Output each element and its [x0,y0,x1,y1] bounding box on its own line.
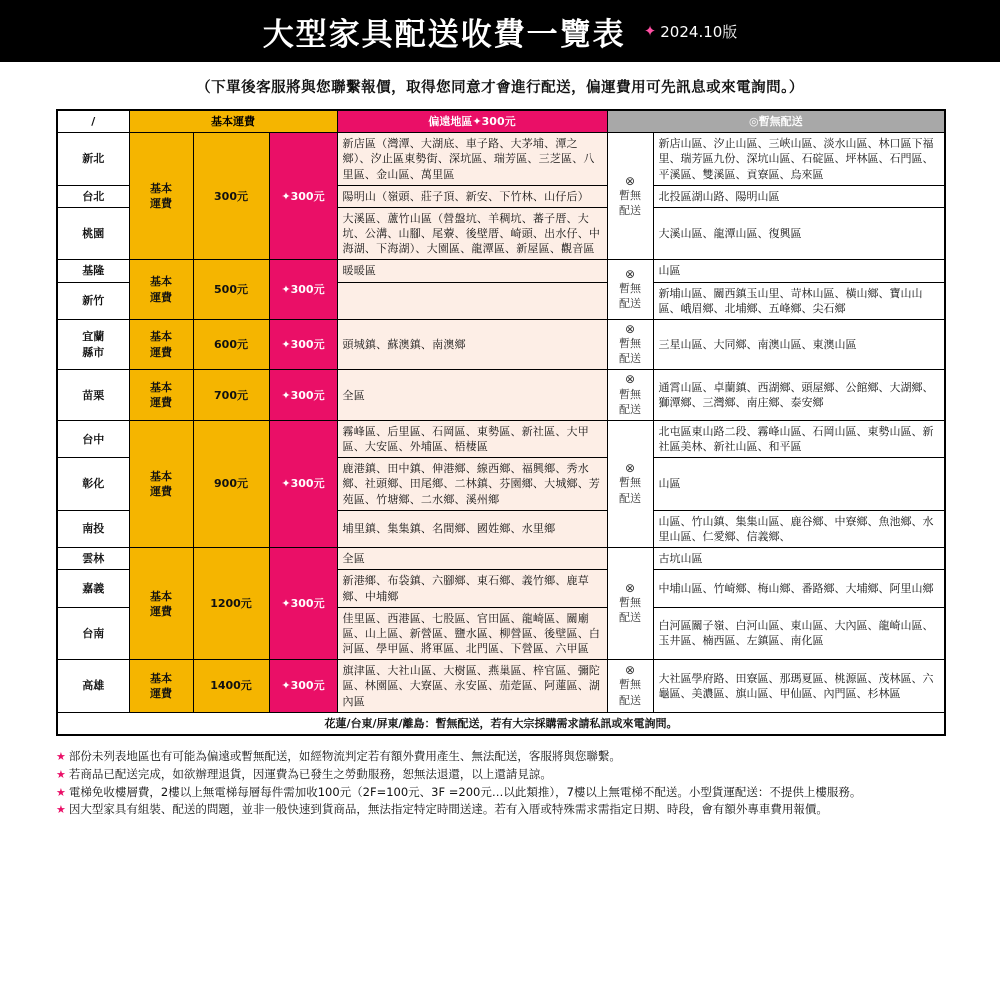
footnotes [0,736,1000,819]
basic-fee-label: 基本 運費 [129,133,193,260]
basic-fee-label: 基本 運費 [129,548,193,660]
table-row [57,260,945,282]
fee-amount: 1400元 [193,660,269,713]
remote-surcharge: ✦300元 [269,370,337,421]
remote-area-cell: 鹿港鎮、田中鎮、伸港鄉、線西鄉、福興鄉、秀水鄉、社頭鄉、田尾鄉、二林鎮、芬園鄉、大城鄉、芳苑區、竹塘鄉、二水鄉、溪州鄉 [337,458,607,511]
no-delivery-cell: 山區 [653,260,945,282]
no-delivery-mark: ⊗ 暫無 配送 [607,133,653,260]
no-delivery-mark: ⊗ 暫無 配送 [607,660,653,713]
remote-area-cell: 旗津區、大社山區、大樹區、燕巢區、梓官區、彌陀區、林園區、大寮區、永安區、茄萣區、阿蓮區、湖內區 [337,660,607,713]
version-badge [644,21,738,42]
no-delivery-cell: 中埔山區、竹崎鄉、梅山鄉、番路鄉、大埔鄉、阿里山鄉 [653,570,945,607]
remote-area-cell: 陽明山（嶺頭、莊子頂、新安、下竹林、山仔后） [337,185,607,207]
no-delivery-cell: 北屯區東山路二段、霧峰山區、石岡山區、東勢山區、新社區美林、新社山區、和平區 [653,420,945,457]
fee-amount: 900元 [193,420,269,547]
table-bottom-note: 花蓮/台東/屏東/離島：暫無配送，若有大宗採購需求請私訊或來電詢問。 [57,712,945,735]
no-delivery-cell: 新埔山區、關西鎮玉山里、苛林山區、橫山鄉、寶山山區、峨眉鄉、北埔鄉、五峰鄉、尖石鄉 [653,282,945,319]
basic-fee-label: 基本 運費 [129,260,193,320]
header-region: / [57,110,129,133]
table-row [57,420,945,457]
table-bottom-note-row [57,712,945,735]
remote-surcharge: ✦300元 [269,660,337,713]
no-delivery-cell: 通霄山區、卓蘭鎮、西湖鄉、頭屋鄉、公館鄉、大湖鄉、獅潭鄉、三灣鄉、南庄鄉、泰安鄉 [653,370,945,421]
no-delivery-mark: ⊗ 暫無 配送 [607,548,653,660]
remote-area-cell: 全區 [337,548,607,570]
footnote-text: 電梯免收樓層費，2樓以上無電梯每層每件需加收100元（2F=100元、3F =200元…以此類推），7樓以上無電梯不配送。小型貨運配送：不提供上樓服務。 [68,784,862,799]
footnote-text: 部份未列表地區也有可能為偏遠或暫無配送，如經物流判定若有額外費用產生、無法配送，客服將與您聯繫。 [68,748,621,763]
table-row [57,133,945,186]
remote-area-cell: 埔里鎮、集集鎮、名間鄉、國姓鄉、水里鄉 [337,510,607,547]
region-cell: 基隆 [57,260,129,282]
fee-amount: 300元 [193,133,269,260]
header-remote: 偏遠地區✦300元 [337,110,607,133]
no-delivery-cell: 山區 [653,458,945,511]
remote-area-cell [337,282,607,319]
region-cell: 南投 [57,510,129,547]
region-cell: 台中 [57,420,129,457]
remote-surcharge: ✦300元 [269,133,337,260]
table-row [57,319,945,370]
no-delivery-mark: ⊗ 暫無 配送 [607,319,653,370]
table-row [57,370,945,421]
fee-table-wrapper [0,109,1000,736]
basic-fee-label: 基本 運費 [129,660,193,713]
fee-amount: 700元 [193,370,269,421]
table-header-row [57,110,945,133]
remote-area-cell: 新店區（灣潭、大湖底、車子路、大茅埔、潭之鄉）、汐止區東勢街、深坑區、瑞芳區、三芝區、八里區、金山區、萬里區 [337,133,607,186]
table-row [57,548,945,570]
no-delivery-cell: 古坑山區 [653,548,945,570]
remote-surcharge: ✦300元 [269,548,337,660]
remote-surcharge: ✦300元 [269,319,337,370]
footnote-item [56,748,944,766]
fee-table [56,109,946,736]
basic-fee-label: 基本 運費 [129,420,193,547]
star-bullet-icon: ★ [56,803,66,817]
table-row [57,660,945,713]
no-delivery-mark: ⊗ 暫無 配送 [607,420,653,547]
region-cell: 新北 [57,133,129,186]
no-delivery-cell: 大社區學府路、田寮區、那瑪夏區、桃源區、茂林區、六龜區、美濃區、旗山區、甲仙區、內門區、杉林區 [653,660,945,713]
no-delivery-cell: 山區、竹山鎮、集集山區、鹿谷鄉、中寮鄉、魚池鄉、水里山區、仁愛鄉、信義鄉、 [653,510,945,547]
region-cell: 嘉義 [57,570,129,607]
remote-surcharge: ✦300元 [269,420,337,547]
fee-table-body [57,133,945,713]
star-icon: ✦ [643,22,657,40]
star-bullet-icon: ★ [56,749,66,763]
star-bullet-icon: ★ [56,785,66,799]
remote-area-cell: 暖暖區 [337,260,607,282]
footnote-item [56,766,944,784]
remote-area-cell: 霧峰區、后里區、石岡區、東勢區、新社區、大甲區、大安區、外埔區、梧棲區 [337,420,607,457]
region-cell: 台南 [57,607,129,660]
no-delivery-mark: ⊗ 暫無 配送 [607,260,653,320]
region-cell: 苗栗 [57,370,129,421]
remote-area-cell: 佳里區、西港區、七股區、官田區、龍崎區、關廟區、山上區、新營區、鹽水區、柳營區、後壁區、白河區、學甲區、將軍區、北門區、下營區、六甲區 [337,607,607,660]
remote-area-cell: 頭城鎮、蘇澳鎮、南澳鄉 [337,319,607,370]
footnote-text: 因大型家具有組裝、配送的問題，並非一般快速到貨商品，無法指定特定時間送達。若有入厝或特殊需求需指定日期、時段，會有額外專車費用報價。 [68,802,828,817]
remote-area-cell: 全區 [337,370,607,421]
footnote-item [56,784,944,802]
no-delivery-cell: 白河區關子嶺、白河山區、東山區、大內區、龍崎山區、玉井區、楠西區、左鎮區、南化區 [653,607,945,660]
no-delivery-cell: 新店山區、汐止山區、三峽山區、淡水山區、林口區下福里、瑞芳區九份、深坑山區、石碇區、坪林區、石門區、平溪區、雙溪區、貢寮區、烏來區 [653,133,945,186]
region-cell: 高雄 [57,660,129,713]
version-label: 2024.10版 [660,22,738,41]
header-no-delivery: ◎暫無配送 [607,110,945,133]
footnote-text: 若商品已配送完成，如欲辦理退貨，因運費為已發生之勞動服務，恕無法退還，以上還請見諒。 [68,766,552,781]
no-delivery-mark: ⊗ 暫無 配送 [607,370,653,421]
region-cell: 桃園 [57,207,129,260]
fee-amount: 500元 [193,260,269,320]
fee-amount: 600元 [193,319,269,370]
footnote-item [56,801,944,819]
region-cell: 彰化 [57,458,129,511]
basic-fee-label: 基本 運費 [129,319,193,370]
fee-amount: 1200元 [193,548,269,660]
region-cell: 雲林 [57,548,129,570]
subheading: （下單後客服將與您聯繫報價，取得您同意才會進行配送，偏運費用可先訊息或來電詢問。） [196,80,804,96]
no-delivery-cell: 三星山區、大同鄉、南澳山區、東澳山區 [653,319,945,370]
header-basic-fee: 基本運費 [129,110,337,133]
remote-surcharge: ✦300元 [269,260,337,320]
basic-fee-label: 基本 運費 [129,370,193,421]
remote-area-cell: 大溪區、蘆竹山區（營盤坑、羊稠坑、蕃子厝、大坑、公溝、山腳、尾藔、後壁厝、崎頭、出水仔、中海湖、下海湖）、大園區、龍潭區、新屋區、觀音區 [337,207,607,260]
remote-area-cell: 新港鄉、布袋鎮、六腳鄉、東石鄉、義竹鄉、鹿草鄉、中埔鄉 [337,570,607,607]
page-title: 大型家具配送收費一覽表 [262,16,626,53]
region-cell: 新竹 [57,282,129,319]
star-bullet-icon: ★ [56,767,66,781]
region-cell: 台北 [57,185,129,207]
no-delivery-cell: 大溪山區、龍潭山區、復興區 [653,207,945,260]
no-delivery-cell: 北投區湖山路、陽明山區 [653,185,945,207]
region-cell: 宜蘭 縣市 [57,319,129,370]
page-header [0,0,1000,62]
